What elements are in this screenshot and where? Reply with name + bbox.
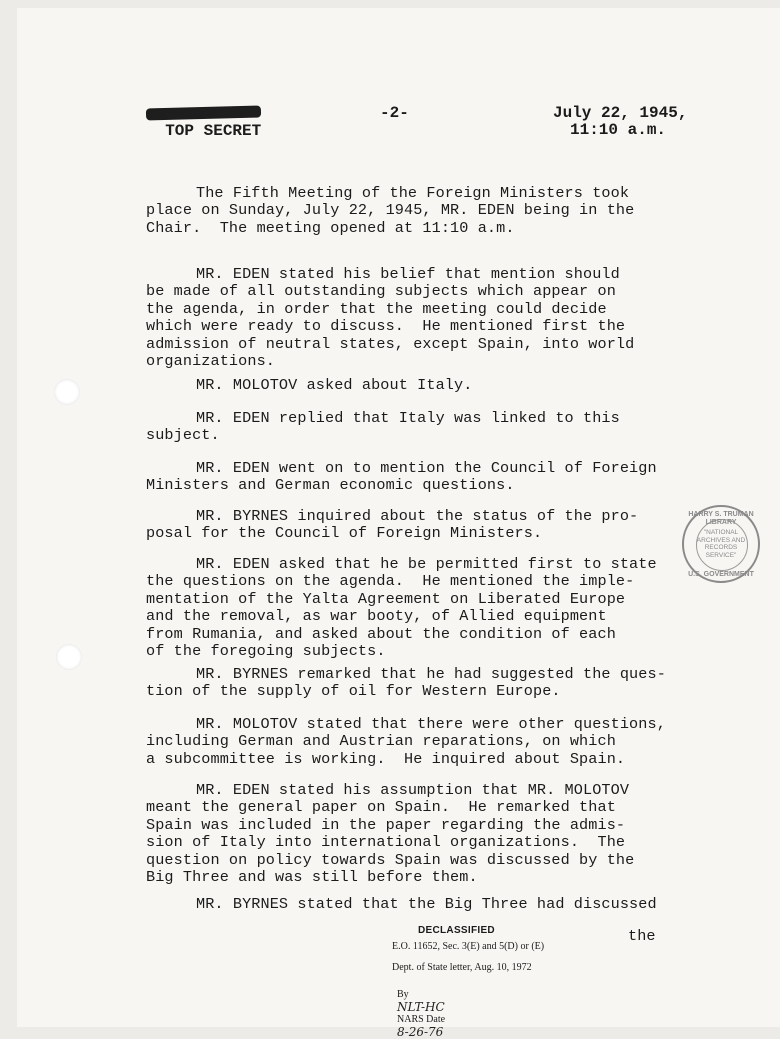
body-line: posal for the Council of Foreign Ministers. (146, 524, 543, 543)
body-line: including German and Austrian reparations, on which (146, 732, 616, 751)
declassified-letter: Dept. of State letter, Aug. 10, 1972 (392, 962, 532, 973)
nars-date-handwritten: 8-26-76 (397, 1025, 444, 1039)
body-line: MR. MOLOTOV stated that there were other questions, (196, 715, 666, 733)
body-line: Ministers and German economic questions. (146, 476, 515, 495)
punch-hole-bottom (56, 644, 82, 670)
stamp-bottom-text: U.S. GOVERNMENT (688, 571, 754, 578)
stamp-line: ARCHIVES AND (696, 536, 746, 544)
body-line: a subcommittee is working. He inquired about Spain. (146, 749, 626, 768)
body-line: Chair. The meeting opened at 11:10 a.m. (146, 218, 515, 237)
body-line: and the removal, as war booty, of Allied equipment (146, 607, 607, 626)
body-line: admission of neutral states, except Spain, into world (146, 334, 635, 353)
body-line: MR. EDEN replied that Italy was linked to this (196, 409, 620, 427)
stamp-line: SERVICE" (705, 551, 737, 559)
declassified-authority: E.O. 11652, Sec. 3(E) and 5(D) or (E) (392, 941, 545, 952)
body-line: organizations. (146, 352, 275, 370)
body-line: meant the general paper on Spain. He remarked that (146, 798, 616, 817)
declassified-signature-line (392, 978, 445, 1039)
by-label: By (397, 989, 409, 1000)
body-line: sion of Italy into international organizations. The (146, 833, 626, 852)
body-line: be made of all outstanding subjects which appear on (146, 282, 616, 301)
body-line: MR. BYRNES stated that the Big Three had discussed (196, 895, 657, 913)
body-line: Spain was included in the paper regarding the admis- (146, 815, 626, 834)
declassified-title: DECLASSIFIED (418, 925, 495, 936)
punch-hole-top (54, 379, 80, 405)
body-line: the agenda, in order that the meeting could decide (146, 299, 607, 318)
catchword: the (628, 927, 656, 945)
by-handwritten: NLT-HC (397, 1000, 445, 1014)
page-number: -2- (380, 104, 409, 122)
body-line: subject. (146, 426, 220, 445)
body-line: from Rumania, and asked about the condition of each (146, 624, 616, 643)
header-date: July 22, 1945, (553, 104, 688, 122)
body-line: MR. BYRNES inquired about the status of the pro- (196, 507, 639, 525)
body-line: The Fifth Meeting of the Foreign Ministers took (196, 184, 630, 202)
body-line: Big Three and was still before them. (146, 868, 478, 886)
redaction-strike (146, 105, 261, 120)
body-line: which were ready to discuss. He mentioned first the (146, 317, 626, 336)
body-line: tion of the supply of oil for Western Europe. (146, 682, 561, 701)
body-line: of the foregoing subjects. (146, 642, 386, 660)
body-line: MR. BYRNES remarked that he had suggested the ques- (196, 665, 666, 683)
body-line: MR. EDEN stated his belief that mention should (196, 265, 620, 283)
body-line: MR. EDEN stated his assumption that MR. MOLOTOV (196, 781, 630, 799)
body-line: MR. EDEN went on to mention the Council of Foreign (196, 459, 657, 477)
stamp-middle-text (684, 529, 758, 559)
stamp-line: RECORDS (704, 544, 738, 551)
body-line: mentation of the Yalta Agreement on Liberated Europe (146, 589, 626, 608)
classification-marking: TOP SECRET (146, 104, 261, 158)
body-line: MR. EDEN asked that he be permitted first to state (196, 555, 657, 573)
header-time: 11:10 a.m. (570, 121, 667, 139)
archive-stamp (682, 505, 760, 583)
nars-label: NARS Date (397, 1014, 446, 1025)
body-line: MR. MOLOTOV asked about Italy. (196, 376, 473, 394)
stamp-line: "NATIONAL (703, 529, 739, 536)
body-line: place on Sunday, July 22, 1945, MR. EDEN being in the (146, 201, 635, 220)
body-line: the questions on the agenda. He mentioned the imple- (146, 572, 635, 591)
body-line: question on policy towards Spain was discussed by the (146, 850, 635, 869)
stamp-top-text: HARRY S. TRUMAN LIBRARY (688, 511, 754, 526)
